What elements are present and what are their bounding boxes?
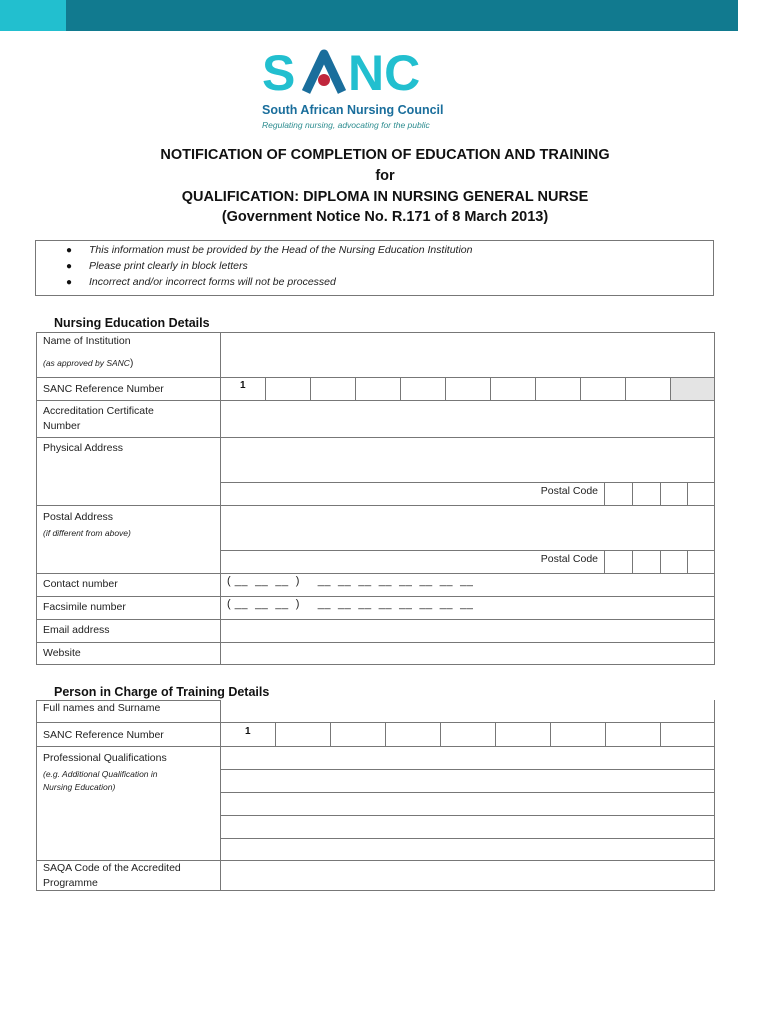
header-band: [0, 0, 738, 31]
saqa-code-field[interactable]: [220, 860, 715, 891]
ref-digit-box-shaded: [670, 377, 715, 401]
accreditation-label: Accreditation Certificate: [43, 405, 154, 417]
name-approved-note: (as approved by SANC): [43, 358, 134, 369]
ref-digit-box[interactable]: [400, 377, 446, 401]
instructions-box: [35, 240, 714, 296]
header-accent: [0, 0, 66, 31]
government-notice: (Government Notice No. R.171 of 8 March 2013): [221, 209, 549, 225]
bullet-icon: ●: [66, 261, 73, 272]
qualification-field[interactable]: [220, 815, 715, 839]
qualification-field[interactable]: [220, 792, 715, 816]
instruction-note: This information must be provided by the Head of the Nursing Education Institution: [89, 244, 473, 256]
postal-code-label-cell: [220, 482, 605, 506]
accreditation-number-field[interactable]: [220, 400, 715, 438]
name-of-institution-field[interactable]: [220, 332, 715, 378]
council-name: South African Nursing Council: [262, 103, 444, 117]
form-title: NOTIFICATION OF COMPLETION OF EDUCATION AND TRAINING: [160, 147, 610, 163]
instruction-note: Please print clearly in block letters: [89, 260, 248, 272]
fax-label-cell: [36, 596, 221, 620]
form-title-for: for: [375, 168, 395, 184]
qualification-field[interactable]: [220, 838, 715, 861]
qualification-field[interactable]: [220, 746, 715, 770]
ref-digit-box[interactable]: [265, 377, 311, 401]
nursing-education-heading: Nursing Education Details: [54, 316, 210, 330]
postal-code-label-cell-2: [220, 550, 605, 574]
sanc-logo: [262, 46, 444, 132]
postal-code-label-2: Postal Code: [540, 553, 598, 565]
qualification-title: QUALIFICATION: DIPLOMA IN NURSING GENERAL NURSE: [181, 189, 589, 205]
ref-digit-box[interactable]: [445, 377, 491, 401]
qualifications-label: Professional Qualifications: [43, 752, 167, 764]
contact-label-cell: [36, 573, 221, 597]
wordmark-nc: NC: [348, 46, 421, 100]
sanc-ref-label: SANC Reference Number: [43, 383, 164, 395]
email-address-label: Email address: [43, 624, 110, 636]
saqa-code-label-line2: Programme: [43, 877, 98, 889]
bullet-icon: ●: [66, 277, 73, 288]
accreditation-label-cell: [36, 400, 221, 438]
person-ref-digit-box[interactable]: [275, 722, 331, 747]
person-ref-digit-box[interactable]: [660, 722, 715, 747]
fax-number-template: ( __ __ __ ) __ __ __ __ __ __ __ __: [227, 598, 474, 610]
person-ref-digit-box[interactable]: [385, 722, 441, 747]
saqa-label-cell: [36, 860, 221, 891]
contact-number-template: ( __ __ __ ) __ __ __ __ __ __ __ __: [227, 575, 474, 587]
postal-address-label-cell: [36, 505, 221, 574]
postal-code-box[interactable]: [660, 550, 688, 574]
person-ref-digit-box[interactable]: [605, 722, 661, 747]
postal-code-box[interactable]: [660, 482, 688, 506]
contact-number-label: Contact number: [43, 578, 118, 590]
ref-digit-box[interactable]: [310, 377, 356, 401]
postal-code-box[interactable]: [632, 482, 661, 506]
facsimile-number-field[interactable]: [220, 596, 715, 620]
qualifications-note: (e.g. Additional Qualification in: [43, 769, 158, 779]
ref-digit-box[interactable]: [220, 377, 266, 401]
full-names-field[interactable]: [220, 700, 715, 723]
ref-digit-box[interactable]: [580, 377, 626, 401]
postal-code-box[interactable]: [687, 550, 715, 574]
ref-first-digit: 1: [240, 380, 246, 391]
ref-digit-box[interactable]: [535, 377, 581, 401]
physical-address-label-cell: [36, 437, 221, 506]
name-of-institution-label: Name of Institution: [43, 335, 131, 347]
name-of-institution-label-cell: [36, 332, 221, 378]
person-ref-digit-box[interactable]: [330, 722, 386, 747]
postal-code-box[interactable]: [604, 550, 633, 574]
postal-code-box[interactable]: [687, 482, 715, 506]
postal-code-box[interactable]: [604, 482, 633, 506]
facsimile-number-label: Facsimile number: [43, 601, 126, 613]
sanc-ref-label-cell: [36, 377, 221, 401]
postal-code-box[interactable]: [632, 550, 661, 574]
website-label-cell: [36, 642, 221, 665]
wordmark-s: S: [262, 46, 296, 100]
person-ref-label: SANC Reference Number: [43, 729, 164, 741]
bullet-icon: ●: [66, 245, 73, 256]
email-address-field[interactable]: [220, 619, 715, 643]
qualifications-note-line2: Nursing Education): [43, 782, 116, 792]
ref-digit-box[interactable]: [490, 377, 536, 401]
instruction-note: Incorrect and/or incorrect forms will not be processed: [89, 276, 336, 288]
contact-number-field[interactable]: [220, 573, 715, 597]
person-in-charge-heading: Person in Charge of Training Details: [54, 685, 270, 699]
postal-code-label: Postal Code: [540, 485, 598, 497]
website-label: Website: [43, 647, 81, 659]
sanc-wordmark: [262, 46, 440, 100]
wordmark-a: [306, 54, 342, 92]
postal-address-field[interactable]: [220, 505, 715, 551]
postal-address-note: (if different from above): [43, 528, 131, 538]
logo-drop: [318, 74, 330, 86]
email-label-cell: [36, 619, 221, 643]
person-ref-digit-box[interactable]: [440, 722, 496, 747]
saqa-code-label: SAQA Code of the Accredited: [43, 862, 181, 874]
ref-digit-box[interactable]: [625, 377, 671, 401]
person-ref-first-digit: 1: [245, 726, 251, 737]
physical-address-field[interactable]: [220, 437, 715, 483]
postal-address-label: Postal Address: [43, 511, 114, 523]
physical-address-label: Physical Address: [43, 442, 123, 454]
qualifications-label-cell: [36, 746, 221, 861]
ref-digit-box[interactable]: [355, 377, 401, 401]
full-names-label-cell: [36, 700, 221, 723]
website-field[interactable]: [220, 642, 715, 665]
person-ref-digit-box[interactable]: [220, 722, 276, 747]
person-ref-digit-box[interactable]: [495, 722, 551, 747]
council-tagline: Regulating nursing, advocating for the public: [262, 120, 430, 130]
accreditation-label-line2: Number: [43, 420, 81, 432]
person-ref-digit-box[interactable]: [550, 722, 606, 747]
person-ref-label-cell: [36, 722, 221, 747]
full-names-label: Full names and Surname: [43, 702, 161, 714]
qualification-field[interactable]: [220, 769, 715, 793]
